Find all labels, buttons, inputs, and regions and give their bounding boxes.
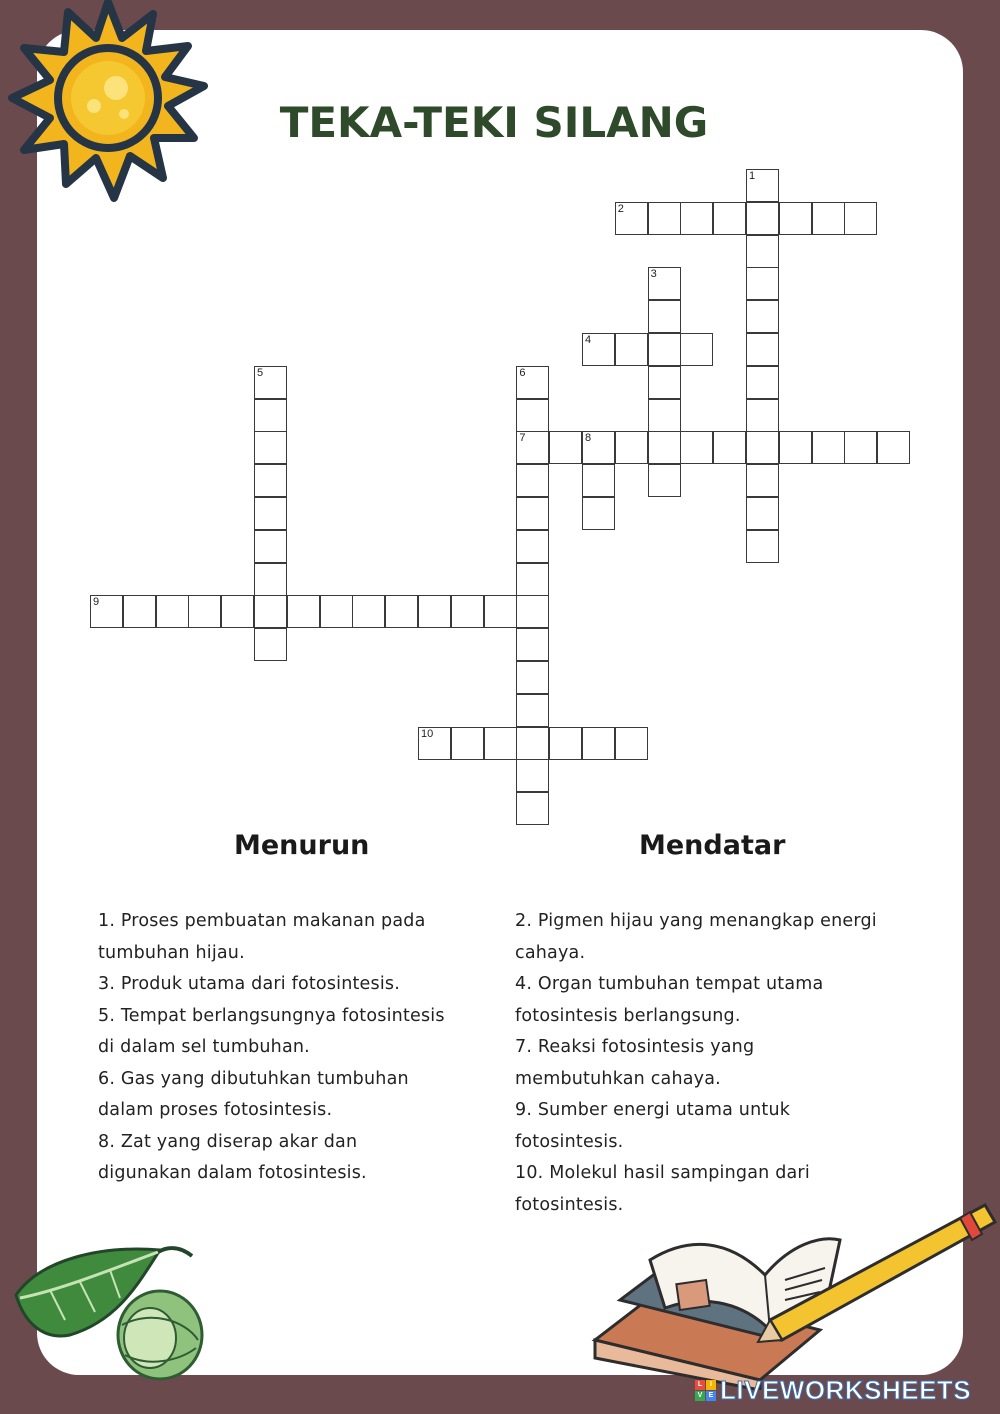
brand-logo [695, 1380, 716, 1401]
brand-logo-letter: L [695, 1380, 705, 1390]
crossword-cell[interactable] [516, 464, 549, 497]
crossword-cell[interactable] [746, 464, 779, 497]
crossword-cell[interactable] [746, 399, 779, 432]
crossword-cell[interactable] [648, 464, 681, 497]
crossword-cell[interactable] [320, 595, 353, 628]
crossword-cell[interactable] [90, 595, 123, 628]
clue-number: 3 [650, 268, 657, 281]
crossword-cell[interactable] [451, 727, 484, 760]
crossword-cell[interactable] [615, 333, 648, 366]
clue-number: 2 [617, 202, 624, 215]
crossword-cell[interactable] [746, 366, 779, 399]
clue-number: 8 [585, 432, 592, 445]
clue-number: 6 [519, 366, 526, 379]
crossword-cell[interactable] [451, 595, 484, 628]
crossword-cell[interactable] [582, 333, 615, 366]
crossword-cell[interactable] [779, 431, 812, 464]
crossword-cell[interactable] [877, 431, 910, 464]
clue-line: fotosintesis. [515, 1194, 624, 1215]
clue-number: 9 [93, 596, 100, 609]
clue-number: 5 [257, 366, 264, 379]
crossword-cell[interactable] [615, 431, 648, 464]
crossword-cell[interactable] [418, 595, 451, 628]
clue-number: 7 [519, 432, 526, 445]
crossword-cell[interactable] [648, 267, 681, 300]
brand-logo-letter: V [695, 1391, 705, 1401]
crossword-cell[interactable] [648, 399, 681, 432]
crossword-cell[interactable] [516, 431, 549, 464]
crossword-cell[interactable] [746, 530, 779, 563]
crossword-cell[interactable] [516, 661, 549, 694]
crossword-cell[interactable] [254, 628, 287, 661]
crossword-cell[interactable] [746, 267, 779, 300]
crossword-cell[interactable] [516, 595, 549, 628]
crossword-cell[interactable] [746, 431, 779, 464]
crossword-cell[interactable] [746, 333, 779, 366]
crossword-cell[interactable] [156, 595, 189, 628]
crossword-cell[interactable] [680, 333, 713, 366]
crossword-cell[interactable] [713, 202, 746, 235]
clue-line: 5. Tempat berlangsungnya fotosintesis [98, 1005, 445, 1026]
crossword-cell[interactable] [287, 595, 320, 628]
across-clues [515, 906, 877, 1221]
clue-number: 10 [421, 727, 434, 740]
clue-line: digunakan dalam fotosintesis. [98, 1163, 367, 1183]
crossword-cell[interactable] [221, 595, 254, 628]
crossword-cell[interactable] [648, 300, 681, 333]
crossword-cell[interactable] [648, 366, 681, 399]
crossword-cell[interactable] [516, 563, 549, 596]
clue-line: dalam proses fotosintesis. [98, 1100, 333, 1120]
clue-line: di dalam sel tumbuhan. [98, 1037, 310, 1057]
down-clues [98, 906, 445, 1190]
books-pencil-icon [590, 1190, 1000, 1390]
crossword-cell[interactable] [254, 464, 287, 497]
liveworksheets-watermark [695, 1374, 971, 1406]
crossword-cell[interactable] [484, 727, 517, 760]
leaf-fruit-icon [10, 1240, 210, 1390]
crossword-cell[interactable] [713, 431, 746, 464]
down-heading: Menurun [234, 830, 370, 861]
crossword-cell[interactable] [516, 628, 549, 661]
crossword-cell[interactable] [582, 431, 615, 464]
crossword-cell[interactable] [746, 300, 779, 333]
crossword-cell[interactable] [418, 727, 451, 760]
crossword-cell[interactable] [516, 530, 549, 563]
crossword-cell[interactable] [746, 169, 779, 202]
crossword-cell[interactable] [123, 595, 156, 628]
crossword-cell[interactable] [516, 727, 549, 760]
clue-line: 2. Pigmen hijau yang menangkap energi [515, 911, 877, 931]
crossword-cell[interactable] [549, 431, 582, 464]
page-title: TEKA-TEKI SILANG [279, 98, 709, 147]
brand-logo-letter: E [706, 1391, 716, 1401]
crossword-cell[interactable] [254, 366, 287, 399]
crossword-cell[interactable] [746, 202, 779, 235]
crossword-cell[interactable] [812, 431, 845, 464]
crossword-cell[interactable] [582, 497, 615, 530]
crossword-cell[interactable] [254, 595, 287, 628]
crossword-cell[interactable] [254, 399, 287, 432]
crossword-cell[interactable] [746, 235, 779, 268]
crossword-cell[interactable] [648, 431, 681, 464]
crossword-cell[interactable] [844, 431, 877, 464]
crossword-cell[interactable] [188, 595, 221, 628]
crossword-cell[interactable] [516, 694, 549, 727]
crossword-cell[interactable] [516, 497, 549, 530]
crossword-cell[interactable] [582, 464, 615, 497]
crossword-cell[interactable] [812, 202, 845, 235]
crossword-cell[interactable] [648, 333, 681, 366]
crossword-cell[interactable] [352, 595, 385, 628]
crossword-cell[interactable] [746, 497, 779, 530]
clue-line: cahaya. [515, 942, 586, 963]
crossword-cell[interactable] [680, 431, 713, 464]
clue-line: 4. Organ tumbuhan tempat utama [515, 974, 824, 994]
clue-line: fotosintesis. [515, 1131, 624, 1152]
crossword-cell[interactable] [516, 792, 549, 825]
clue-line: 6. Gas yang dibutuhkan tumbuhan [98, 1068, 409, 1089]
crossword-cell[interactable] [484, 595, 517, 628]
crossword-cell[interactable] [549, 727, 582, 760]
crossword-cell[interactable] [254, 431, 287, 464]
crossword-cell[interactable] [254, 497, 287, 530]
clue-line: 10. Molekul hasil sampingan dari [515, 1163, 810, 1183]
crossword-cell[interactable] [516, 759, 549, 792]
crossword-cell[interactable] [254, 530, 287, 563]
clue-number: 4 [585, 334, 592, 346]
brand-text: LIVEWORKSHEETS [720, 1374, 972, 1405]
crossword-cell[interactable] [648, 202, 681, 235]
clue-line: 8. Zat yang diserap akar dan [98, 1131, 358, 1152]
crossword-cell[interactable] [680, 202, 713, 235]
clue-line: tumbuhan hijau. [98, 942, 245, 963]
crossword-cell[interactable] [615, 727, 648, 760]
clue-line: 7. Reaksi fotosintesis yang [515, 1037, 755, 1057]
across-heading: Mendatar [639, 830, 786, 861]
clue-line: fotosintesis berlangsung. [515, 1005, 741, 1026]
crossword-cell[interactable] [615, 202, 648, 235]
clue-number: 1 [749, 170, 756, 182]
crossword-cell[interactable] [582, 727, 615, 760]
clue-line: membutuhkan cahaya. [515, 1068, 721, 1089]
brand-logo-letter: I [706, 1380, 716, 1390]
crossword-cell[interactable] [385, 595, 418, 628]
crossword-cell[interactable] [844, 202, 877, 235]
crossword-cell[interactable] [516, 399, 549, 432]
crossword-cell[interactable] [516, 366, 549, 399]
crossword-cell[interactable] [254, 563, 287, 596]
clue-line: 1. Proses pembuatan makanan pada [98, 911, 426, 931]
crossword-cell[interactable] [779, 202, 812, 235]
clue-line: 9. Sumber energi utama untuk [515, 1100, 791, 1120]
clue-line: 3. Produk utama dari fotosintesis. [98, 974, 400, 994]
